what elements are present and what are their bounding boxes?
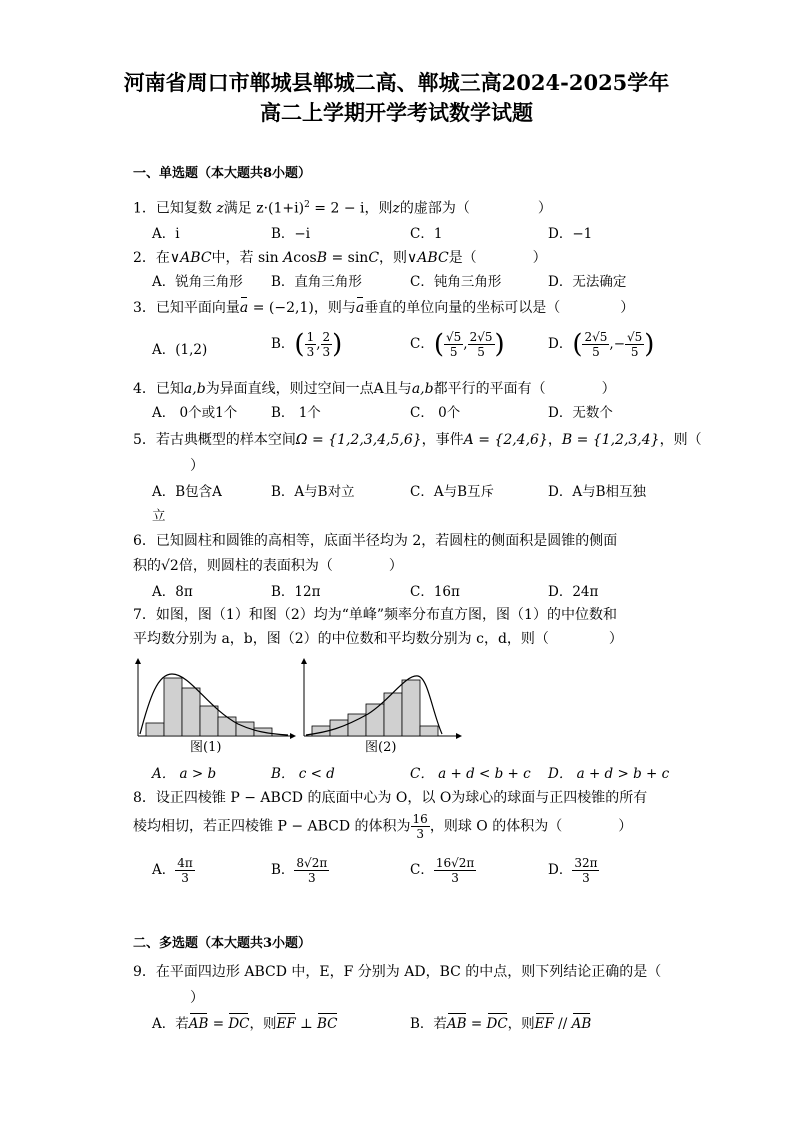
q3-b-lparen: ( [294,329,305,360]
question-8-line-2 [133,812,632,841]
q1-text-5: ） [537,200,552,217]
q8-vd: 3 [416,827,424,841]
fig2-bar [402,680,420,736]
q6-option-b[interactable]: B．12π [271,584,321,600]
q2-text-5: ，则∨ [379,250,418,266]
q7-text: 平均数分别为 a，b，图（2）的中位数和平均数分别为 c，d，则（ [133,631,549,647]
histogram-figures [128,656,468,756]
fig1-x-arrow [290,733,296,739]
q2-option-b[interactable]: B．直角三角形 [271,274,362,290]
q5-option-d-tail: 立 [152,508,166,524]
q3-text: 3．已知平面向量 [133,300,240,316]
fig1-bar [146,723,164,736]
q3-c-d1: 5 [449,345,458,359]
q9-a-vec-ef: EF [276,1016,296,1032]
q6-option-a[interactable]: A．8π [152,584,193,600]
q3-c-n2: 2√5 [469,330,493,344]
q8-b-frac [294,856,329,885]
q8-text-3: ） [618,818,633,835]
q3-b-n1: 1 [306,330,315,344]
section-multiple-choice: 二、多选题（本大题共3小题） [133,936,312,951]
q4-ab-2: a,b [411,381,434,397]
q1-text-3: ，则 [364,200,393,217]
q3-c-d2: 5 [477,345,485,359]
q9-b-vec-dc: DC [486,1016,508,1032]
q8-d-label: D． [548,862,573,878]
q8-option-b[interactable] [271,856,329,885]
q3-c-n1: √5 [446,330,462,344]
fig2-x-arrow [456,733,462,739]
q8-d-n: 32π [574,856,598,870]
q8-d-d: 3 [582,871,590,885]
q1-option-b[interactable]: B．−i [271,226,311,242]
question-1 [133,195,552,219]
q4-text-2: 为异面直线，则过空间一点A且与 [205,381,412,397]
q5-set-a: A = {2,4,6} [463,432,548,448]
q1-sup: 2 [304,200,310,210]
q3-d-frac-2 [625,330,644,359]
q1-expr: z·(1+i) [256,200,305,217]
q8-a-frac [175,856,195,885]
q9-b-rel: // [553,1016,572,1032]
question-4 [133,379,616,399]
q2-b: B [316,250,328,266]
q8-option-c[interactable] [410,856,476,885]
page-title [0,68,793,128]
q9-a-text: A．若 [152,1016,189,1032]
q8-c-d: 3 [451,871,459,885]
q3-d-n1: 2√5 [584,330,608,344]
q9-a-then: ，则 [249,1016,277,1032]
q2-sin: = sin [327,250,369,266]
q4-text: 4．已知 [133,381,184,397]
q5-close-paren: ） [190,458,204,474]
q3-d-label: D． [548,336,573,352]
q2-option-d[interactable]: D．无法确定 [548,274,627,290]
fig1-bar [200,706,218,736]
q6-text-3: ） [388,558,403,574]
q2-text: 2．在∨ [133,250,181,266]
question-7-line-1: 7．如图，图（1）和图（2）均为“单峰”频率分布直方图，图（1）的中位数和 [133,607,617,623]
q4-option-d[interactable]: D．无数个 [548,405,613,421]
q2-option-a[interactable]: A．锐角三角形 [152,274,243,290]
q3-vec-a: a [239,300,249,316]
q3-b-n2: 2 [322,330,331,344]
q4-ab: a,b [183,381,206,397]
q7-option-c[interactable]: C． a + d < b + c [410,766,531,782]
q9-a-vec-bc: BC [317,1016,338,1032]
q4-option-b[interactable]: B． 1个 [271,405,321,421]
q3-b-d1: 3 [306,345,315,359]
q8-c-frac [434,856,476,885]
question-6-line-1: 6．已知圆柱和圆锥的高相等，底面半径均为 2，若圆柱的侧面积是圆锥的侧面 [133,533,618,549]
q5-text-2: ，事件 [421,432,464,448]
q8-option-a[interactable] [152,856,195,885]
q8-d-frac [572,856,599,885]
q1-text: 1．已知复数 [133,200,212,217]
q8-volume-frac [411,812,430,841]
histogram-2 [301,658,462,739]
q5-option-a[interactable]: A．B包含A [152,484,222,500]
q9-b-text: B．若 [410,1016,447,1032]
q1-text-4: 的虚部为（ [399,200,470,217]
q3-c-lparen: ( [433,329,444,360]
q6-text-2: 倍，则圆柱的表面积为（ [178,558,333,574]
q3-b-rparen: ) [332,329,343,360]
q5-option-b[interactable]: B．A与B对立 [271,484,355,500]
q3-c-frac-1 [444,330,463,359]
section-single-choice: 一、单选题（本大题共8小题） [133,166,312,181]
q3-d-n2: √5 [627,330,643,344]
q8-text-2: ，则球 O 的体积为（ [429,818,563,835]
question-2 [133,248,547,268]
question-9-line-2: ） [190,990,204,1006]
fig1-bar [218,717,236,736]
q3-option-d[interactable]: D．( $\frac{2√5}{5}$ ,− $\frac{√5}{5}$ ) [548,329,655,360]
q7-option-b[interactable]: B． c < d [271,766,335,782]
q5-option-d[interactable]: D．A与B相互独 [548,484,646,500]
q9-b-then: ，则 [507,1016,535,1032]
question-7-line-2 [133,629,623,649]
q3-d-d2: 5 [630,345,639,359]
q3-text-2: ，则与 [313,300,356,316]
fig2-bar [348,714,366,736]
q3-d-d1: 5 [592,345,600,359]
q8-option-d[interactable] [548,856,599,885]
q9-option-a[interactable] [152,1014,338,1034]
q9-a-vec-dc: DC [228,1016,250,1032]
fig1-y-arrow [135,658,141,664]
q2-cos: cos [293,250,317,266]
histogram-1 [135,658,296,739]
q3-d-lparen: ( [572,329,583,360]
question-8-line-1: 8．设正四棱锥 P − ABCD 的底面中心为 O，以 O为球心的球面与正四棱锥的所有 [133,790,648,806]
q8-a-n: 4π [177,856,193,870]
q2-text-7: ） [532,250,547,266]
q5-set-b: B = {1,2,3,4} [561,432,660,448]
title-line-2: 高二上学期开学考试数学试题 [260,100,533,125]
fig2-caption: 图(2) [365,740,397,755]
q3-c-label: C． [410,336,434,352]
q3-text-4: ） [620,300,635,316]
q3-d-rparen: ) [644,329,655,360]
q3-text-3: 垂直的单位向量的坐标可以是（ [364,300,561,316]
q8-a-d: 3 [181,871,189,885]
q4-text-4: ） [601,381,616,397]
fig1-caption: 图(1) [190,740,222,755]
q3-vec-a-2: a [355,300,365,316]
q7-option-d[interactable]: D． a + d > b + c [548,766,670,782]
q3-b-label: B． [271,336,295,352]
q3-a-label: A． [152,342,176,358]
fig2-y-arrow [301,658,307,664]
q2-abc-2: ABC [417,250,449,266]
q6-option-d[interactable]: D．24π [548,584,599,600]
q9-b-vec-ef: EF [534,1016,554,1032]
fig2-bar [420,726,438,736]
q8-b-label: B． [271,862,295,878]
q9-option-b[interactable] [410,1014,591,1034]
q1-z: z [216,200,224,217]
q2-option-c[interactable]: C．钝角三角形 [410,274,502,290]
q4-option-c[interactable]: C． 0个 [410,405,461,421]
q3-a-value: (1,2) [175,342,208,358]
q5-text: 5．若古典概型的样本空间 [133,432,296,448]
q2-c: C [368,250,380,266]
q1-expr2: = 2 − i [309,200,365,217]
q3-option-a[interactable] [152,340,207,360]
q7-text-2: ） [608,631,623,647]
q3-b-frac-2 [321,330,333,359]
q3-option-b[interactable]: B．( $\frac{1}{3}$ , $\frac{2}{3}$ ) [271,329,343,360]
q2-text-2: 中，若 sin [211,250,279,266]
title-line-1: 河南省周口市郸城县郸城二高、郸城三高2024-2025学年 [123,70,670,95]
q8-c-n: 16√2π [435,856,475,870]
q8-c-label: C． [410,862,434,878]
q3-option-c[interactable]: C．( $\frac{√5}{5}$ , $\frac{2√5}{5}$ ) [410,329,505,360]
q8-b-n: 8√2π [296,856,328,870]
q9-a-rel: ⊥ [295,1016,317,1032]
q1-z-2: z [392,200,400,217]
q4-text-3: 都平行的平面有（ [433,381,546,397]
q8-a-label: A． [152,862,176,878]
q9-b-vec-ab2: AB [571,1016,592,1032]
q2-text-6: 是（ [448,250,477,266]
q8-text: 棱均相切，若正四棱锥 P − ABCD 的体积为 [133,818,411,835]
q3-c-rparen: ) [494,329,505,360]
q2-abc: ABC [180,250,212,266]
q1-option-d[interactable]: D．−1 [548,226,593,242]
q8-vn: 16 [412,812,428,826]
q3-b-d2: 3 [322,345,331,359]
q1-option-a[interactable]: A．i [152,226,180,242]
q7-option-a[interactable]: A． a > b [152,766,217,782]
question-9-line-1: 9．在平面四边形 ABCD 中，E，F 分别为 AD，BC 的中点，则下列结论正确的是（ [133,964,662,980]
q6-text: 积的 [133,558,161,574]
q3-c-frac-2 [468,330,495,359]
q1-option-c[interactable]: C．1 [410,226,443,242]
q3-b-frac-1 [305,330,317,359]
question-3 [133,298,634,318]
q1-text-2: 满足 [223,200,252,217]
q2-a: A [283,250,294,266]
q6-option-c[interactable]: C．16π [410,584,460,600]
fig1-bar [164,678,182,736]
q9-b-eq: = [466,1016,487,1032]
q4-option-a[interactable]: A． 0个或1个 [152,405,238,421]
q9-a-vec-ab: AB [188,1016,209,1032]
question-5 [133,430,702,450]
fig1-bar [182,688,200,736]
q3-d-frac-1 [582,330,609,359]
q5-omega: Ω = {1,2,3,4,5,6} [295,432,422,448]
q9-a-eq: = [208,1016,229,1032]
q3-vec-value: = (−2,1) [248,300,314,316]
q5-text-4: ，则（ [659,432,702,448]
q5-option-c[interactable]: C．A与B互斥 [410,484,494,500]
q8-b-d: 3 [308,871,316,885]
question-6-line-2 [133,556,403,576]
q3-d-sign: − [613,336,626,352]
q5-text-3: ， [547,432,562,448]
q6-sqrt: √2 [161,558,179,574]
q9-b-vec-ab: AB [446,1016,467,1032]
